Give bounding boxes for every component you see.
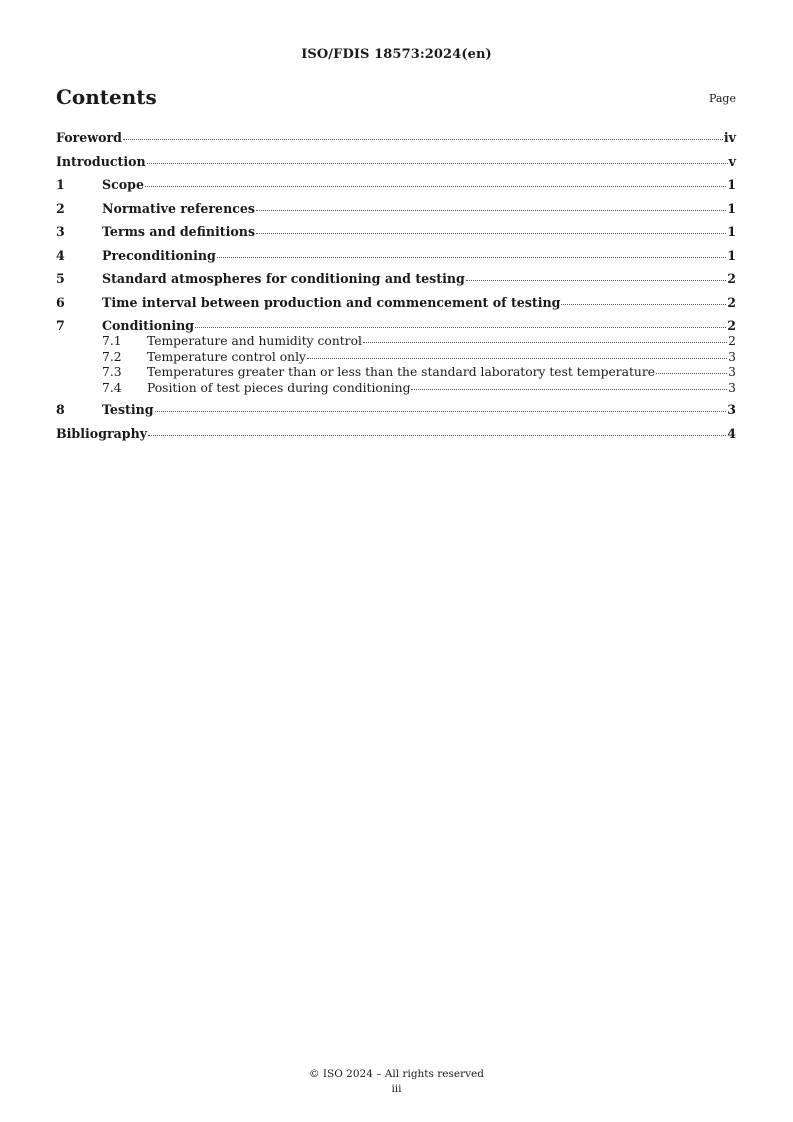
toc-entry-label: Terms and definitions bbox=[102, 224, 256, 239]
toc-entry-number: 4 bbox=[56, 247, 65, 263]
dot-leader bbox=[155, 411, 727, 412]
toc-entry-label: Time interval between production and commencement of testing bbox=[102, 294, 561, 310]
toc-entry-conditioning[interactable] bbox=[56, 318, 736, 334]
toc-subentry-temperatures-greater-or-less[interactable] bbox=[56, 365, 736, 381]
toc-entry-label: Conditioning bbox=[102, 318, 195, 333]
toc-entry-label: Testing bbox=[102, 402, 154, 417]
page-title: Contents bbox=[56, 85, 157, 109]
toc-entry-standard-atmospheres[interactable] bbox=[56, 271, 736, 287]
toc-entry-page: 3 bbox=[728, 349, 736, 364]
toc-entry-number: 6 bbox=[56, 294, 65, 310]
toc-entry-number: 7.4 bbox=[102, 380, 122, 395]
dot-leader bbox=[561, 304, 726, 305]
toc-entry-number: 7.2 bbox=[102, 349, 122, 364]
toc-entry-label: Scope bbox=[102, 177, 144, 192]
toc-entry-page: v bbox=[728, 153, 736, 169]
toc-entry-label: Foreword bbox=[56, 130, 122, 145]
toc-entry-page: 1 bbox=[727, 247, 736, 263]
toc-entry-page: iv bbox=[723, 130, 736, 145]
toc-subentry-temperature-control-only[interactable] bbox=[56, 350, 736, 366]
dot-leader bbox=[148, 435, 726, 436]
toc-subentry-temperature-humidity-control[interactable] bbox=[56, 334, 736, 350]
toc-subentry-position-of-test-pieces[interactable] bbox=[56, 381, 736, 397]
dot-leader bbox=[466, 280, 726, 281]
dot-leader bbox=[145, 186, 726, 187]
toc-entry-time-interval[interactable] bbox=[56, 295, 736, 311]
toc-entry-terms-and-definitions[interactable] bbox=[56, 224, 736, 240]
toc-entry-page: 3 bbox=[727, 402, 736, 417]
page-number: iii bbox=[391, 1083, 402, 1095]
dot-leader bbox=[363, 342, 727, 343]
dot-leader bbox=[656, 373, 727, 374]
toc-entry-number: 7.1 bbox=[102, 334, 122, 348]
toc-entry-label: Standard atmospheres for conditioning and testing bbox=[102, 271, 465, 286]
toc-entry-label: Introduction bbox=[56, 153, 146, 169]
dot-leader bbox=[256, 233, 726, 234]
page-column-label: Page bbox=[708, 92, 736, 105]
copyright-notice: © ISO 2024 – All rights reserved bbox=[309, 1068, 484, 1080]
toc-entry-page: 2 bbox=[727, 318, 736, 333]
toc-entry-preconditioning[interactable] bbox=[56, 248, 736, 264]
toc-entry-label: Normative references bbox=[102, 200, 256, 216]
toc-entry-page: 1 bbox=[727, 224, 736, 239]
toc-entry-number: 7.3 bbox=[102, 365, 122, 379]
toc-entry-number: 8 bbox=[56, 402, 65, 417]
toc-entry-normative-references[interactable] bbox=[56, 201, 736, 217]
toc-entry-page: 3 bbox=[728, 365, 736, 379]
toc-entry-foreword[interactable] bbox=[56, 130, 736, 146]
contents-title-row bbox=[56, 85, 736, 113]
toc-entry-number: 5 bbox=[56, 271, 65, 286]
dot-leader bbox=[195, 327, 726, 328]
toc-entry-page: 1 bbox=[727, 200, 736, 216]
toc-entry-page: 2 bbox=[728, 334, 736, 348]
toc-entry-label: Position of test pieces during conditioning bbox=[147, 380, 411, 395]
dot-leader bbox=[411, 389, 727, 390]
toc-entry-label: Preconditioning bbox=[102, 247, 216, 263]
document-header: ISO/FDIS 18573:2024(en) bbox=[301, 47, 492, 62]
toc-entry-number: 2 bbox=[56, 200, 65, 216]
toc-entry-number: 1 bbox=[56, 177, 65, 192]
dot-leader bbox=[147, 163, 728, 164]
toc-entry-label: Temperatures greater than or less than the standard laboratory test temperature bbox=[147, 365, 655, 379]
toc-entry-number: 7 bbox=[56, 318, 65, 333]
toc-entry-label: Temperature control only bbox=[147, 349, 306, 364]
toc-entry-bibliography[interactable] bbox=[56, 426, 736, 442]
table-of-contents bbox=[56, 128, 736, 442]
toc-entry-page: 2 bbox=[727, 271, 736, 286]
dot-leader bbox=[217, 257, 726, 258]
toc-entry-page: 4 bbox=[727, 425, 736, 441]
toc-entry-label: Bibliography bbox=[56, 425, 148, 441]
dot-leader bbox=[123, 139, 723, 140]
toc-entry-introduction[interactable] bbox=[56, 154, 736, 170]
toc-entry-page: 2 bbox=[727, 294, 736, 310]
toc-entry-page: 1 bbox=[727, 177, 736, 192]
toc-entry-testing[interactable] bbox=[56, 402, 736, 418]
toc-entry-page: 3 bbox=[728, 380, 736, 395]
dot-leader bbox=[256, 210, 726, 211]
toc-entry-label: Temperature and humidity control bbox=[147, 334, 362, 348]
toc-entry-scope[interactable] bbox=[56, 177, 736, 193]
toc-entry-number: 3 bbox=[56, 224, 65, 239]
page-footer bbox=[0, 1067, 793, 1097]
dot-leader bbox=[307, 358, 727, 359]
